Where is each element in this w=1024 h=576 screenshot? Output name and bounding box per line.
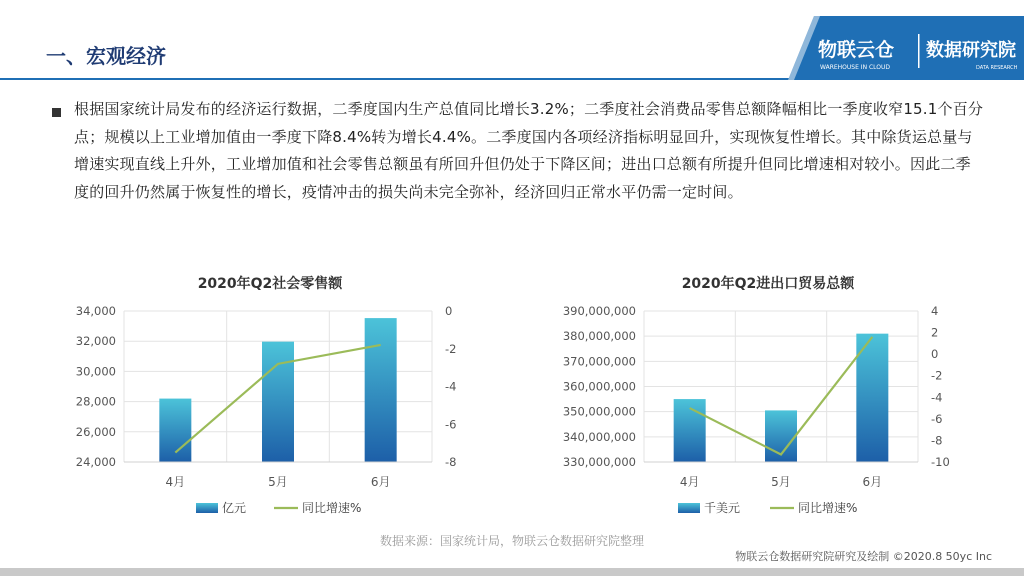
y-tick-label: 26,000 — [75, 424, 116, 439]
summary-paragraph: 根据国家统计局发布的经济运行数据，二季度国内生产总值同比增长3.2%；二季度社会消费品零售总额降幅相比一季度收窄15.1个百分点；规模以上工业增加值由一季度下降8.4%转为增长4.4%。二季度国内各项经济指标明显回升，实现恢复性增长。其中除货运总量与增速实现直线上升外，工业增加值和社会零售总额虽有所回升但仍处于下降区间；进出口总额有所提升但同比增速相对较小。因此二季度的回升仍然属于恢复性的增长，疫情冲击的损失尚未完全弥补，经济回归正常水平仍需一定时间。 — [74, 100, 984, 201]
y-tick-label: 390,000,000 — [562, 304, 636, 318]
legend-bar-swatch — [196, 503, 218, 513]
x-tick-label: 4月 — [165, 475, 186, 489]
y-tick-label: 34,000 — [75, 304, 116, 318]
y-tick-label: 28,000 — [75, 394, 116, 409]
logo-sub-en-text: DATA RESEARCH — [976, 65, 1018, 71]
legend-line-label: 同比增速% — [302, 501, 362, 515]
y2-tick-label: 0 — [931, 347, 939, 362]
y-tick-label: 330,000,000 — [562, 455, 636, 469]
x-tick-label: 6月 — [862, 475, 883, 489]
y-tick-label: 360,000,000 — [562, 379, 636, 394]
chart-title: 2020年Q2社会零售额 — [197, 276, 343, 292]
logo-brand-text: 物联云仓 — [818, 39, 895, 61]
legend-bar-label: 千美元 — [704, 501, 741, 515]
y2-tick-label: 2 — [931, 325, 939, 340]
chart-title: 2020年Q2进出口贸易总额 — [681, 276, 855, 292]
bar — [365, 318, 397, 462]
bottom-bar — [0, 568, 1024, 576]
y-tick-label: 350,000,000 — [562, 404, 636, 419]
y2-tick-label: -6 — [931, 411, 943, 426]
bar — [262, 342, 294, 462]
trade-total-chart — [548, 264, 988, 526]
y-tick-label: 24,000 — [75, 455, 116, 469]
x-tick-label: 5月 — [268, 475, 288, 489]
y2-tick-label: -4 — [931, 390, 943, 405]
legend-line-label: 同比增速% — [798, 501, 858, 515]
brand-logo — [788, 16, 1024, 80]
y2-tick-label: -2 — [931, 368, 943, 383]
page-title: 一、宏观经济 — [46, 44, 166, 68]
y2-tick-label: 4 — [931, 304, 939, 318]
x-tick-label: 6月 — [370, 475, 391, 489]
y-tick-label: 370,000,000 — [562, 354, 636, 369]
y-tick-label: 340,000,000 — [562, 429, 636, 444]
legend-bar-swatch — [678, 503, 700, 513]
footer-credit: 物联云仓数据研究院研究及绘制 ©2020.8 50yc Inc — [735, 550, 992, 563]
header-divider — [0, 78, 800, 80]
retail-sales-chart — [60, 264, 480, 526]
y2-tick-label: -8 — [931, 433, 943, 448]
y2-tick-label: -4 — [445, 379, 457, 394]
y2-tick-label: -10 — [931, 455, 950, 469]
legend-bar-label: 亿元 — [222, 501, 247, 515]
logo-sub-text: 数据研究院 — [926, 40, 1016, 61]
y-tick-label: 380,000,000 — [562, 329, 636, 344]
y2-tick-label: -6 — [445, 417, 457, 432]
y2-tick-label: 0 — [445, 304, 453, 318]
y-tick-label: 32,000 — [75, 334, 116, 349]
y-tick-label: 30,000 — [75, 364, 116, 379]
logo-brand-en-text: WAREHOUSE IN CLOUD — [820, 64, 891, 71]
bullet-square — [52, 108, 61, 117]
x-tick-label: 5月 — [771, 475, 791, 489]
x-tick-label: 4月 — [679, 475, 700, 489]
y2-tick-label: -2 — [445, 341, 457, 356]
source-note: 数据来源：国家统计局，物联云仓数据研究院整理 — [379, 534, 644, 548]
y2-tick-label: -8 — [445, 455, 457, 469]
